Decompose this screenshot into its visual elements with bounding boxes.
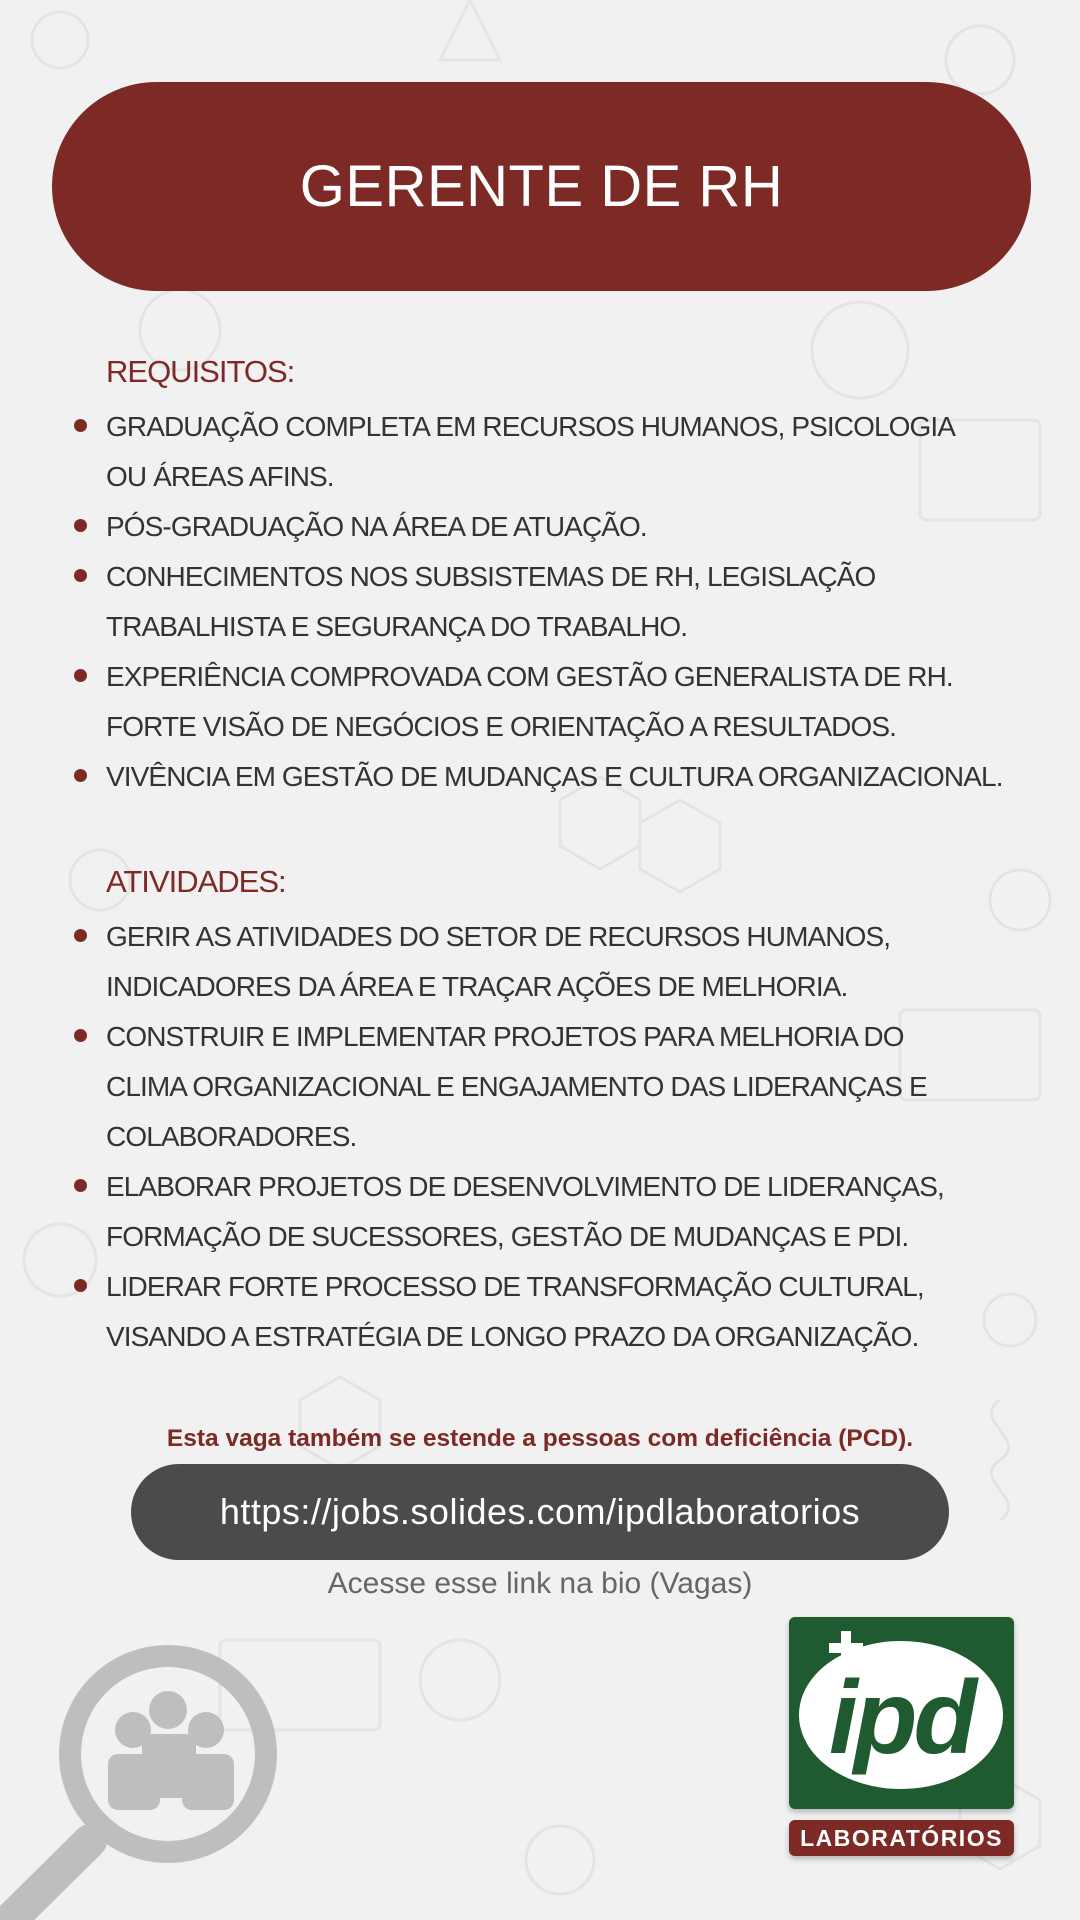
list-item (106, 502, 1036, 552)
bullet-dot-icon (74, 419, 87, 432)
ipd-logo (789, 1617, 1014, 1809)
list-item-text: GRADUAÇÃO COMPLETA EM RECURSOS HUMANOS, PSICOLOGIA (106, 411, 956, 442)
ipd-wordmark: ipd (829, 1660, 973, 1776)
laboratorios-badge (789, 1820, 1014, 1856)
bullet-dot-icon (74, 519, 87, 532)
bullet-dot-icon (74, 669, 87, 682)
magnifier-people-icon (0, 1636, 300, 1920)
list-item-text: CLIMA ORGANIZACIONAL E ENGAJAMENTO DAS LIDERANÇAS E (106, 1071, 927, 1102)
list-item (106, 402, 1036, 502)
list-item-text: VIVÊNCIA EM GESTÃO DE MUDANÇAS E CULTURA ORGANIZACIONAL. (106, 761, 1003, 792)
bullet-dot-icon (74, 1279, 87, 1292)
list-item-text: INDICADORES DA ÁREA E TRAÇAR AÇÕES DE MELHORIA. (106, 971, 848, 1002)
bullet-dot-icon (74, 929, 87, 942)
list-item (106, 752, 1036, 802)
list-item-text: VISANDO A ESTRATÉGIA DE LONGO PRAZO DA ORGANIZAÇÃO. (106, 1321, 919, 1352)
job-title: GERENTE DE RH (299, 154, 784, 219)
job-title-banner (52, 82, 1031, 291)
laboratorios-label: LABORATÓRIOS (800, 1824, 1003, 1851)
list-item (106, 1012, 1036, 1162)
list-item-text: GERIR AS ATIVIDADES DO SETOR DE RECURSOS HUMANOS, (106, 921, 891, 952)
list-item (106, 552, 1036, 652)
pcd-note: Esta vaga também se estende a pessoas com deficiência (PCD). (166, 1425, 914, 1452)
bullet-dot-icon (74, 1179, 87, 1192)
list-item-text: CONHECIMENTOS NOS SUBSISTEMAS DE RH, LEGISLAÇÃO (106, 561, 876, 592)
activities-heading: ATIVIDADES: (106, 864, 286, 899)
list-item-text: CONSTRUIR E IMPLEMENTAR PROJETOS PARA MELHORIA DO (106, 1021, 904, 1052)
requirements-heading: REQUISITOS: (106, 354, 295, 389)
bullet-dot-icon (74, 1029, 87, 1042)
bullet-dot-icon (74, 569, 87, 582)
bio-note: Acesse esse link na bio (Vagas) (327, 1567, 753, 1600)
list-item-text: COLABORADORES. (106, 1121, 357, 1152)
list-item-text: EXPERIÊNCIA COMPROVADA COM GESTÃO GENERALISTA DE RH. (106, 661, 953, 692)
ipd-logo-mark (789, 1617, 1014, 1809)
list-item-text: FORMAÇÃO DE SUCESSORES, GESTÃO DE MUDANÇAS E PDI. (106, 1221, 909, 1252)
list-item-text: FORTE VISÃO DE NEGÓCIOS E ORIENTAÇÃO A RESULTADOS. (106, 711, 896, 742)
application-link-text[interactable]: https://jobs.solides.com/ipdlaboratorios (219, 1491, 861, 1532)
list-item (106, 1262, 1036, 1362)
list-item-text: PÓS-GRADUAÇÃO NA ÁREA DE ATUAÇÃO. (106, 511, 647, 542)
list-item-text: OU ÁREAS AFINS. (106, 461, 334, 492)
list-item (106, 1162, 1036, 1262)
list-item-text: LIDERAR FORTE PROCESSO DE TRANSFORMAÇÃO CULTURAL, (106, 1271, 924, 1302)
list-item (106, 652, 1036, 752)
bullet-dot-icon (74, 769, 87, 782)
list-item-text: ELABORAR PROJETOS DE DESENVOLVIMENTO DE LIDERANÇAS, (106, 1171, 944, 1202)
list-item-text: TRABALHISTA E SEGURANÇA DO TRABALHO. (106, 611, 688, 642)
application-link[interactable] (131, 1464, 949, 1560)
list-item (106, 912, 1036, 1012)
